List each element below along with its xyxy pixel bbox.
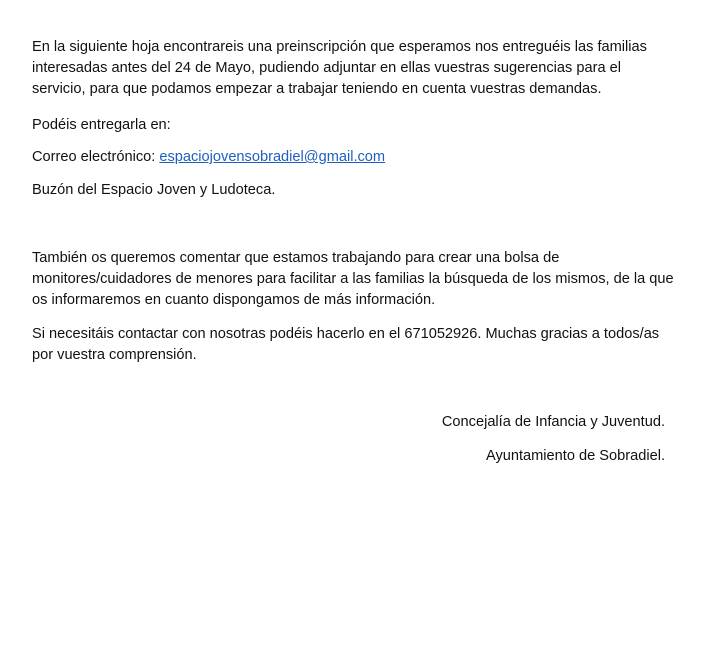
delivery-heading: Podéis entregarla en: [32, 117, 171, 133]
email-line [32, 147, 677, 168]
intro-paragraph: En la siguiente hoja encontrareis una preinscripción que esperamos nos entreguéis las familias interesadas antes del 24 de Mayo, pudiendo adjuntar en ellas vuestras sugerencias para el servicio, para que podamos empezar a trabajar teniendo en cuenta vuestras demandas. [32, 39, 647, 97]
monitors-paragraph: También os queremos comentar que estamos trabajando para crear una bolsa de monitores/cuidadores de menores para facilitar a las familias la búsqueda de los mismos, de la que os informaremos en cuanto dispongamos de más información. [32, 250, 674, 308]
contact-paragraph: Si necesitáis contactar con nosotras podéis hacerlo en el 671052926. Muchas gracias a todos/as por vuestra comprensión. [32, 326, 660, 363]
signature-council: Ayuntamiento de Sobradiel. [485, 448, 665, 464]
signature-department: Concejalía de Infancia y Juventud. [441, 414, 665, 430]
mailbox-line: Buzón del Espacio Joven y Ludoteca. [32, 182, 276, 198]
email-link[interactable]: espaciojovensobradiel@gmail.com [159, 149, 386, 165]
email-label: Correo electrónico: [32, 149, 156, 165]
